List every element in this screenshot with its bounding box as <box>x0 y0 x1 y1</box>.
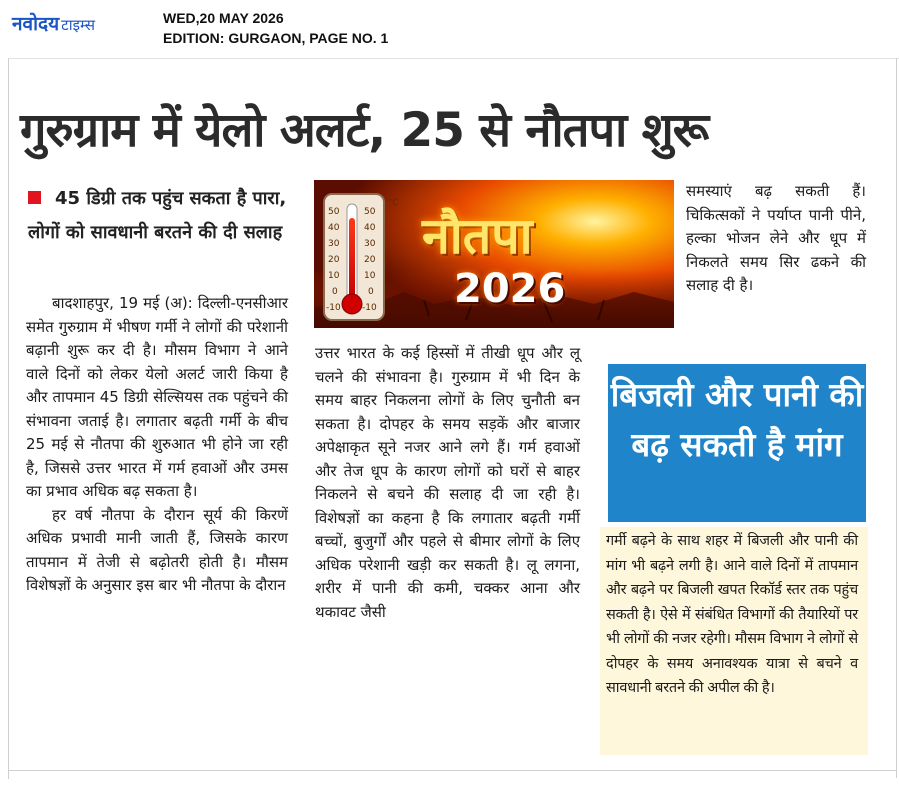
edition-info <box>163 8 388 48</box>
sidebar-title-box <box>608 364 866 522</box>
sidebar-body-box <box>600 527 868 755</box>
paragraph: बादशाहपुर, 19 मई (अ): दिल्ली-एनसीआर समेत गुरुग्राम में भीषण गर्मी ने लोगों की परेशानी बढ़ानी शुरू कर दी है। मौसम विभाग ने आने वाले दिनों को लेकर येलो अलर्ट जारी किया है और तापमान 45 डिग्री सेल्सियस तक पहुंचने की संभावना जताई है। लगातार बढ़ती गर्मी के बीच 25 मई से नौतपा की शुरुआत भी होने जा रही है, जिससे उत्तर भारत में गर्म हवाओं और उमस का प्रभाव अधिक बढ़ सकता है। <box>26 294 288 500</box>
logo-sub: टाइम्स <box>61 16 95 34</box>
scale-label: 0 <box>332 287 338 297</box>
scale-label: 20 <box>328 255 340 265</box>
paragraph: उत्तर भारत के कई हिस्सों में तीखी धूप और लू चलने की संभावना है। गुरुग्राम में भी दिन के समय बाहर निकलना लोगों के लिए चुनौती बन सकता है। दोपहर के समय सड़कें और बाजार अपेक्षाकृत सूने नजर आने लगे हैं। गर्म हवाओं और तेज धूप के कारण लोगों को घरों से बाहर निकलने से बचने की सलाह दी जा रही है। विशेषज्ञों का कहना है कि लगातार बढ़ती गर्मी बच्चों, बुजुर्गों और पहले से बीमार लोगों के लिए अधिक परेशानी खड़ी कर सकती है। लू लगना, शरीर में पानी की कमी, चक्कर आना और थकावट जैसी <box>315 344 580 621</box>
scale-unit: °C <box>388 198 399 208</box>
image-title: नौतपा <box>422 207 533 265</box>
nautapa-image <box>314 180 674 328</box>
scale-label: 40 <box>364 223 376 233</box>
paragraph: हर वर्ष नौतपा के दौरान सूर्य की किरणें अधिक प्रभावी मानी जाती हैं, जिसके कारण तापमान में तेजी से बढ़ोतरी होती है। मौसम विशेषज्ञों के अनुसार इस बार भी नौतपा के दौरान <box>26 505 288 594</box>
scale-label: 20 <box>364 255 376 265</box>
paragraph: समस्याएं बढ़ सकती हैं। चिकित्सकों ने पर्याप्त पानी पीने, हल्का भोजन लेने और धूप में निकलते समय सिर ढकने की सलाह दी है। <box>686 182 866 294</box>
masthead-bar <box>0 0 899 58</box>
sidebar-title: बिजली और पानी की बढ़ सकती है मांग <box>610 375 864 464</box>
red-square-bullet-icon <box>28 191 41 204</box>
scale-label: 40 <box>328 223 340 233</box>
scale-label: 30 <box>328 239 340 249</box>
logo-main: नवोदय <box>12 13 60 35</box>
image-year: 2026 <box>454 266 566 312</box>
subheadline-text: 45 डिग्री तक पहुंच सकता है पारा, लोगों को सावधानी बरतने की दी सलाह <box>28 188 287 243</box>
frame-right-edge <box>896 58 897 778</box>
scale-label: -10 <box>362 303 377 313</box>
publication-date: WED,20 MAY 2026 <box>163 10 284 26</box>
scale-label: 50 <box>328 207 340 217</box>
scale-label: 0 <box>368 287 374 297</box>
scale-label: 50 <box>364 207 376 217</box>
edition-page: EDITION: GURGAON, PAGE NO. 1 <box>163 30 389 46</box>
scale-label: 10 <box>328 271 340 281</box>
newspaper-logo <box>12 10 95 36</box>
sidebar-body: गर्मी बढ़ने के साथ शहर में बिजली और पानी की मांग भी बढ़ने लगी है। आने वाले दिनों में तापमान और बढ़ने पर बिजली खपत रिकॉर्ड स्तर तक पहुंच सकती है। ऐसे में संबंधित विभागों की तैयारियों पर भी लोगों की नजर रहेगी। मौसम विभाग ने लोगों से दोपहर के समय अनावश्यक यात्रा से बचने व सावधानी बरतने की अपील की है। <box>606 533 858 696</box>
scale-label: 10 <box>364 271 376 281</box>
frame-bottom-edge <box>8 770 897 771</box>
subheadline <box>28 182 288 250</box>
article-column-3 <box>686 180 866 298</box>
headline: गुरुग्राम में येलो अलर्ट, 25 से नौतपा शुरू <box>20 103 709 158</box>
scale-label: 30 <box>364 239 376 249</box>
scale-label: -10 <box>326 303 341 313</box>
article-column-1 <box>26 292 288 598</box>
article-column-2 <box>315 342 580 624</box>
